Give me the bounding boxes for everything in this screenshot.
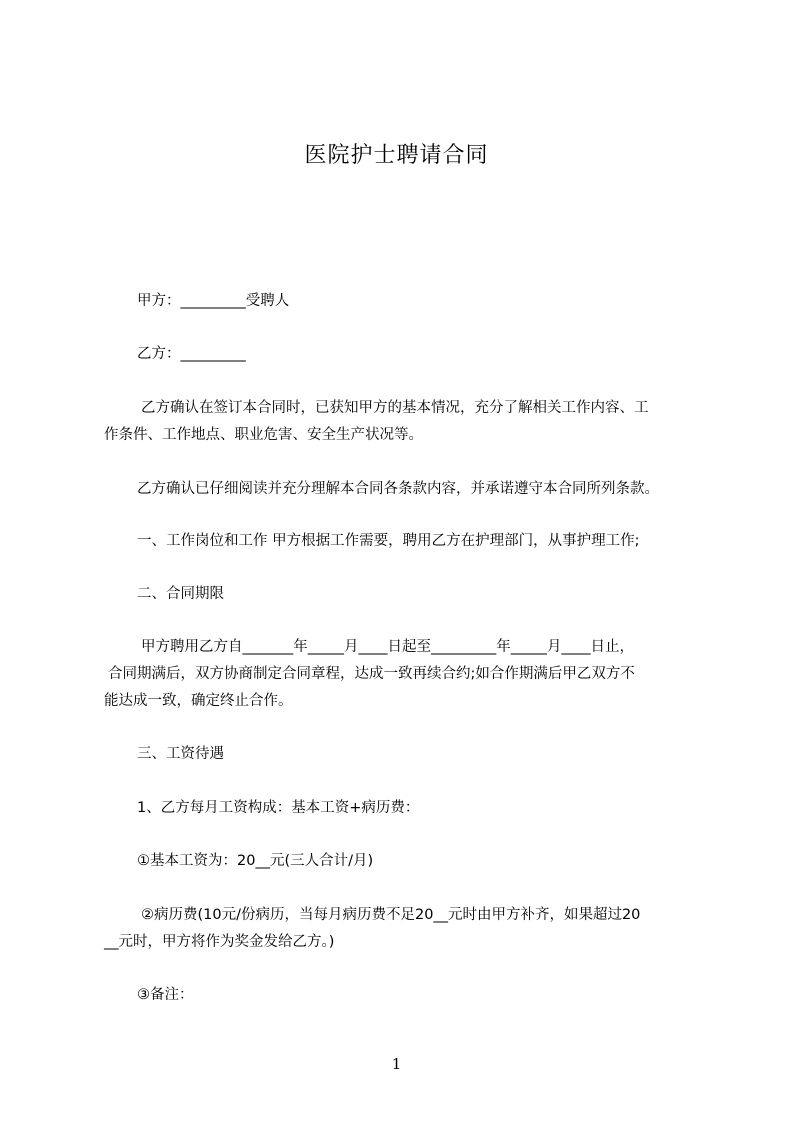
term-paragraph-line-2: 合同期满后，双方协商制定合同章程，达成一致再续合约;如合作期满后甲乙双方不: [108, 666, 635, 682]
section-1-heading: 一、工作岗位和工作 甲方根据工作需要，聘用乙方在护理部门，从事护理工作;: [137, 533, 640, 549]
document-title: 医院护士聘请合同: [304, 143, 489, 168]
basic-salary-item: ①基本工资为：20__元(三人合计/月): [137, 853, 374, 869]
term-paragraph-line-1: 甲方聘用乙方自_______年_____月____日起至_________年_____月____日止，: [141, 639, 634, 655]
record-fee-item-line-2: __元时，甲方将作为奖金发给乙方。): [104, 934, 335, 950]
section-3-heading: 三、工资待遇: [137, 746, 224, 762]
section-2-heading: 二、合同期限: [137, 586, 224, 602]
confirmation-paragraph-line-1: 乙方确认在签订本合同时，已获知甲方的基本情况，充分了解相关工作内容、工: [141, 400, 649, 416]
salary-item-1: 1、乙方每月工资构成：基本工资+病历费：: [137, 800, 420, 816]
page-number: 1: [391, 1055, 402, 1073]
remarks-item: ③备注：: [137, 987, 194, 1003]
acknowledgement-paragraph: 乙方确认已仔细阅读并充分理解本合同各条款内容，并承诺遵守本合同所列条款。: [137, 481, 659, 497]
confirmation-paragraph-line-2: 作条件、工作地点、职业危害、安全生产状况等。: [104, 427, 423, 443]
party-a-line: 甲方：_________受聘人: [137, 293, 290, 309]
party-b-line: 乙方：_________: [137, 346, 246, 362]
term-paragraph-line-3: 能达成一致，确定终止合作。: [104, 693, 293, 709]
record-fee-item-line-1: ②病历费(10元/份病历，当每月病历费不足20__元时由甲方补齐，如果超过20: [141, 907, 641, 923]
